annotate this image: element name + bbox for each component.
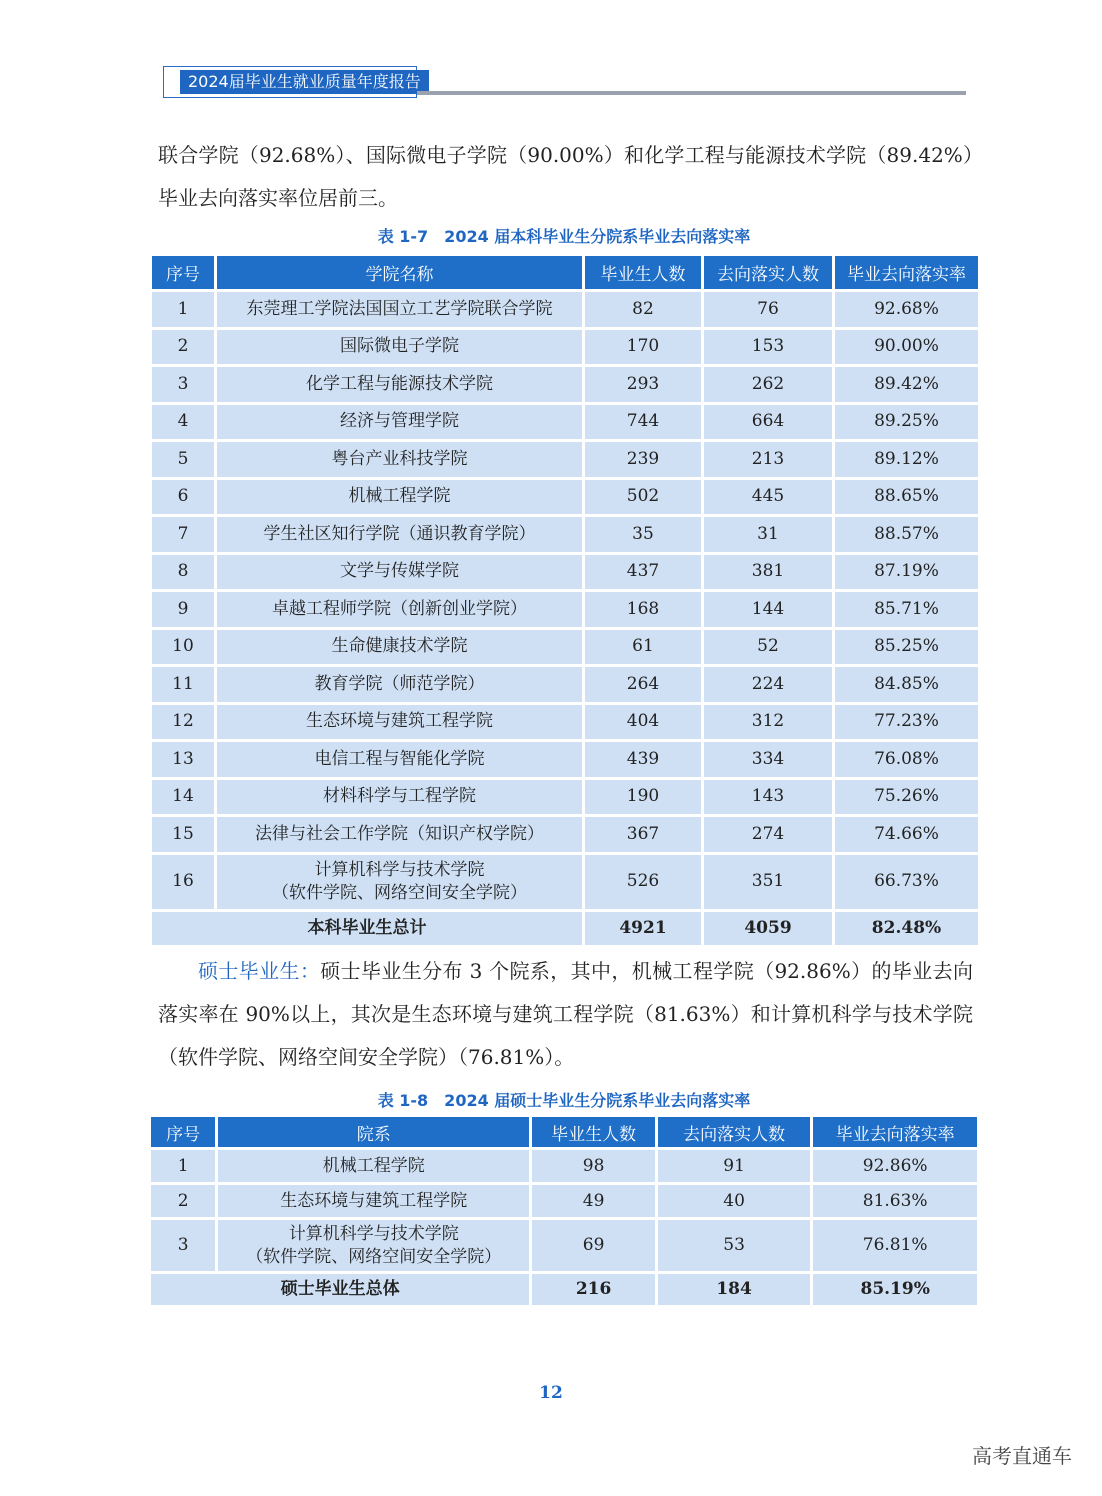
cell-name-line1: 教育学院（师范学院） [314, 673, 485, 694]
table-row [152, 592, 978, 627]
cell-no: 11 [152, 667, 214, 702]
cell-rate: 77.23% [835, 705, 978, 740]
cell-name [217, 592, 582, 627]
cell-rate: 76.81% [813, 1220, 977, 1271]
header-rule [417, 91, 966, 95]
total-rate: 85.19% [813, 1274, 977, 1305]
cell-name-line1: 生态环境与建筑工程学院 [306, 711, 493, 732]
table-row [152, 630, 978, 665]
cell-no: 14 [152, 780, 214, 815]
cell-name [218, 1185, 529, 1217]
cell-grads: 239 [585, 442, 701, 477]
cell-name-line1: 机械工程学院 [348, 486, 451, 507]
page-number: 12 [539, 1383, 563, 1403]
table-row [152, 780, 978, 815]
paragraph-master [158, 950, 973, 1079]
cell-no: 10 [152, 630, 214, 665]
table2-caption: 表 1-8 2024 届硕士毕业生分院系毕业去向落实率 [377, 1091, 751, 1110]
cell-name-line1: 学生社区知行学院（通识教育学院） [263, 523, 536, 544]
cell-no: 5 [152, 442, 214, 477]
cell-no: 1 [152, 292, 214, 327]
cell-rate: 90.00% [835, 330, 978, 365]
cell-no: 16 [152, 855, 214, 909]
cell-name-line1: 法律与社会工作学院（知识产权学院） [255, 823, 544, 844]
total-rate: 82.48% [835, 912, 978, 945]
cell-grads: 744 [585, 405, 701, 440]
table1-caption: 表 1-7 2024 届本科毕业生分院系毕业去向落实率 [377, 227, 751, 246]
col-header-grads: 毕业生人数 [585, 256, 701, 289]
cell-grads: 439 [585, 742, 701, 777]
table-row [151, 1150, 977, 1182]
cell-name-line1: 生命健康技术学院 [331, 636, 468, 657]
paragraph-intro: 联合学院（92.68%）、国际微电子学院（90.00%）和化学工程与能源技术学院（89.42%）毕业去向落实率位居前三。 [158, 143, 973, 210]
master-lead: 硕士毕业生： [198, 959, 321, 983]
cell-grads: 526 [585, 855, 701, 909]
cell-placed: 351 [704, 855, 832, 909]
cell-grads: 190 [585, 780, 701, 815]
cell-no: 1 [151, 1150, 215, 1182]
table-row [152, 367, 978, 402]
cell-name [217, 292, 582, 327]
cell-placed: 312 [704, 705, 832, 740]
cell-placed: 53 [658, 1220, 811, 1271]
cell-rate: 76.08% [835, 742, 978, 777]
cell-name [217, 630, 582, 665]
table-row [152, 555, 978, 590]
table-row [152, 292, 978, 327]
col-header-grads: 毕业生人数 [532, 1117, 654, 1147]
cell-rate: 75.26% [835, 780, 978, 815]
total-placed: 184 [658, 1274, 811, 1305]
col-header-rate: 毕业去向落实率 [835, 256, 978, 289]
col-header-rate: 毕业去向落实率 [813, 1117, 977, 1147]
table-row [151, 1220, 977, 1271]
cell-name [217, 667, 582, 702]
cell-placed: 31 [704, 517, 832, 552]
cell-placed: 144 [704, 592, 832, 627]
cell-name [217, 780, 582, 815]
cell-no: 4 [152, 405, 214, 440]
total-label: 本科毕业生总计 [152, 912, 582, 945]
cell-no: 2 [151, 1185, 215, 1217]
cell-rate: 89.25% [835, 405, 978, 440]
master-table [148, 1114, 980, 1308]
undergrad-table [149, 253, 981, 948]
table-row [152, 480, 978, 515]
cell-grads: 502 [585, 480, 701, 515]
watermark: 高考直通车 [972, 1444, 1072, 1468]
cell-rate: 81.63% [813, 1185, 977, 1217]
cell-rate: 88.57% [835, 517, 978, 552]
cell-rate: 87.19% [835, 555, 978, 590]
cell-name [217, 330, 582, 365]
cell-name [217, 517, 582, 552]
cell-no: 7 [152, 517, 214, 552]
cell-name [217, 817, 582, 852]
table-row [152, 405, 978, 440]
cell-name-line2: （软件学院、网络空间安全学院） [272, 882, 527, 903]
cell-name-line1: 计算机科学与技术学院 [288, 1223, 459, 1244]
cell-name-line1: 电信工程与智能化学院 [314, 748, 485, 769]
total-grads: 4921 [585, 912, 701, 945]
cell-no: 9 [152, 592, 214, 627]
cell-name [217, 855, 582, 909]
cell-grads: 61 [585, 630, 701, 665]
master-body: 硕士毕业生分布 3 个院系，其中，机械工程学院（92.86%）的毕业去向落实率在 90%以上，其次是生态环境与建筑工程学院（81.63%）和计算机科学与技术学院（软件学院、网络空间安全学院）（76.81%）。 [158, 959, 973, 1069]
cell-placed: 52 [704, 630, 832, 665]
cell-grads: 170 [585, 330, 701, 365]
cell-placed: 334 [704, 742, 832, 777]
cell-grads: 264 [585, 667, 701, 702]
table-total-row [151, 1274, 977, 1305]
cell-rate: 74.66% [835, 817, 978, 852]
cell-rate: 84.85% [835, 667, 978, 702]
cell-no: 15 [152, 817, 214, 852]
cell-name-line2: （软件学院、网络空间安全学院） [246, 1246, 502, 1267]
cell-grads: 367 [585, 817, 701, 852]
cell-name [217, 367, 582, 402]
cell-name-line1: 粤台产业科技学院 [331, 448, 468, 469]
cell-name [218, 1220, 529, 1271]
cell-placed: 76 [704, 292, 832, 327]
cell-name [217, 555, 582, 590]
cell-placed: 445 [704, 480, 832, 515]
cell-placed: 213 [704, 442, 832, 477]
table-row [152, 442, 978, 477]
cell-placed: 40 [658, 1185, 811, 1217]
total-label: 硕士毕业生总体 [151, 1274, 529, 1305]
table-row [151, 1185, 977, 1217]
table-row [152, 817, 978, 852]
cell-name-line1: 东莞理工学院法国国立工艺学院联合学院 [246, 298, 553, 319]
cell-name [217, 405, 582, 440]
cell-no: 3 [151, 1220, 215, 1271]
col-header-placed: 去向落实人数 [704, 256, 832, 289]
table-row [152, 667, 978, 702]
table-header-row [151, 1117, 977, 1147]
table-row [152, 742, 978, 777]
cell-rate: 92.86% [813, 1150, 977, 1182]
cell-no: 6 [152, 480, 214, 515]
cell-name [218, 1150, 529, 1182]
cell-rate: 88.65% [835, 480, 978, 515]
table-row [152, 330, 978, 365]
cell-no: 8 [152, 555, 214, 590]
table-row [152, 705, 978, 740]
col-header-dept: 院系 [218, 1117, 529, 1147]
cell-rate: 89.42% [835, 367, 978, 402]
table-row [152, 855, 978, 909]
cell-grads: 49 [532, 1185, 654, 1217]
cell-name [217, 442, 582, 477]
cell-rate: 92.68% [835, 292, 978, 327]
cell-name-line1: 生态环境与建筑工程学院 [280, 1190, 468, 1211]
cell-placed: 274 [704, 817, 832, 852]
cell-grads: 82 [585, 292, 701, 327]
cell-name [217, 480, 582, 515]
table-header-row [152, 256, 978, 289]
cell-name [217, 705, 582, 740]
cell-no: 12 [152, 705, 214, 740]
cell-no: 3 [152, 367, 214, 402]
cell-name-line1: 文学与传媒学院 [340, 561, 459, 582]
cell-no: 13 [152, 742, 214, 777]
cell-grads: 168 [585, 592, 701, 627]
cell-rate: 85.25% [835, 630, 978, 665]
total-placed: 4059 [704, 912, 832, 945]
header-title: 2024届毕业生就业质量年度报告 [180, 70, 429, 94]
cell-rate: 66.73% [835, 855, 978, 909]
cell-grads: 35 [585, 517, 701, 552]
table-row [152, 517, 978, 552]
cell-name [217, 742, 582, 777]
cell-grads: 293 [585, 367, 701, 402]
col-header-placed: 去向落实人数 [658, 1117, 811, 1147]
cell-grads: 404 [585, 705, 701, 740]
cell-name-line1: 国际微电子学院 [340, 336, 459, 357]
col-header-no: 序号 [152, 256, 214, 289]
cell-rate: 89.12% [835, 442, 978, 477]
cell-name-line1: 化学工程与能源技术学院 [306, 373, 493, 394]
cell-placed: 91 [658, 1150, 811, 1182]
col-header-name: 学院名称 [217, 256, 582, 289]
cell-name-line1: 材料科学与工程学院 [323, 786, 476, 807]
cell-name-line1: 经济与管理学院 [340, 411, 459, 432]
cell-placed: 262 [704, 367, 832, 402]
cell-placed: 381 [704, 555, 832, 590]
table-total-row [152, 912, 978, 945]
cell-grads: 437 [585, 555, 701, 590]
cell-placed: 664 [704, 405, 832, 440]
cell-grads: 98 [532, 1150, 654, 1182]
cell-placed: 153 [704, 330, 832, 365]
cell-placed: 143 [704, 780, 832, 815]
cell-name-line1: 机械工程学院 [322, 1155, 425, 1176]
col-header-no: 序号 [151, 1117, 215, 1147]
total-grads: 216 [532, 1274, 654, 1305]
cell-grads: 69 [532, 1220, 654, 1271]
cell-name-line1: 卓越工程师学院（创新创业学院） [272, 598, 527, 619]
cell-no: 2 [152, 330, 214, 365]
cell-placed: 224 [704, 667, 832, 702]
cell-rate: 85.71% [835, 592, 978, 627]
cell-name-line1: 计算机科学与技术学院 [314, 859, 485, 880]
